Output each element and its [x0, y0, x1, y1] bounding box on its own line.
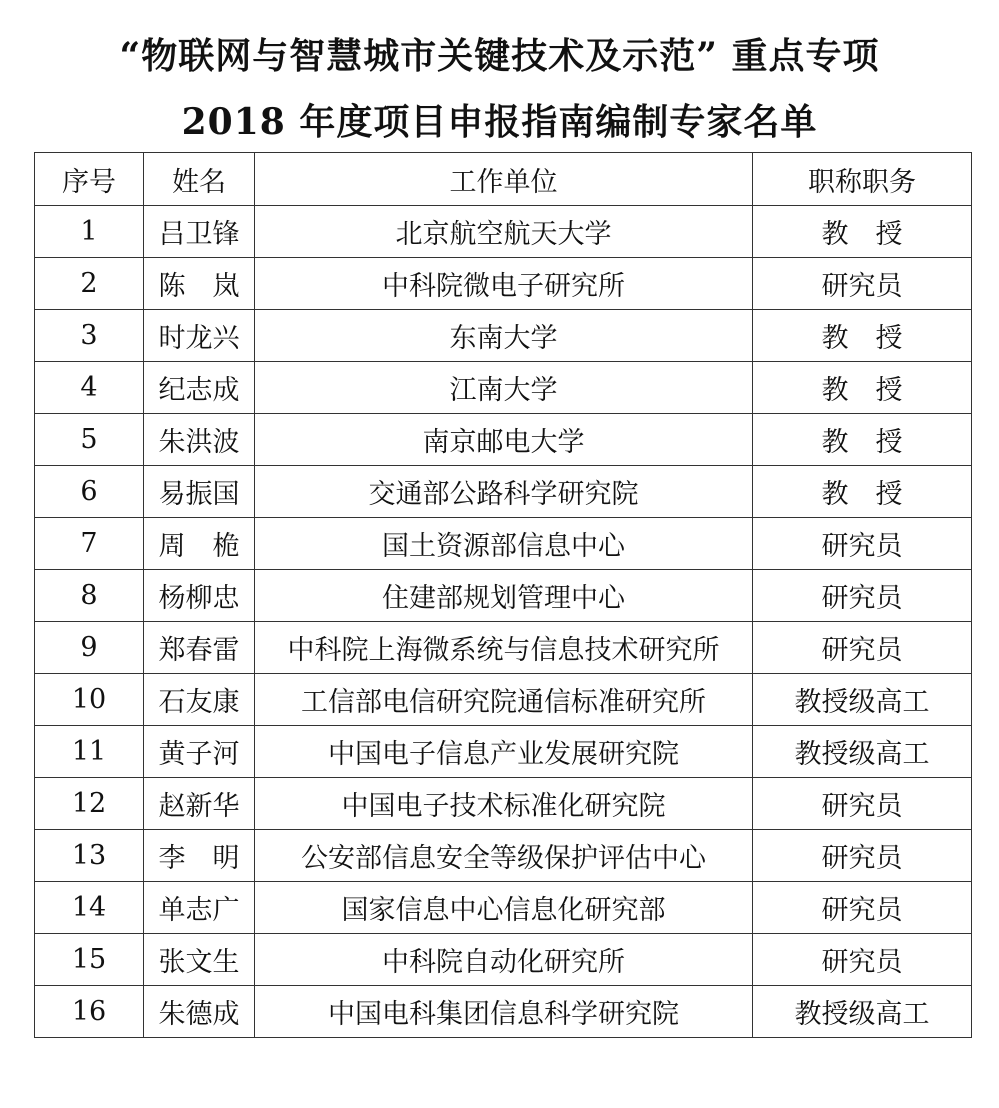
table-row [35, 310, 972, 362]
cell-job-title: 教授级高工 [753, 986, 972, 1038]
cell-work-unit: 中国电子技术标准化研究院 [255, 778, 753, 830]
cell-work-unit: 工信部电信研究院通信标准研究所 [255, 674, 753, 726]
cell-serial-number: 7 [35, 518, 144, 570]
cell-job-title: 研究员 [753, 830, 972, 882]
cell-work-unit: 国家信息中心信息化研究部 [255, 882, 753, 934]
cell-work-unit: 国土资源部信息中心 [255, 518, 753, 570]
cell-name: 纪志成 [144, 362, 255, 414]
cell-name: 赵新华 [144, 778, 255, 830]
cell-name: 陈 岚 [144, 258, 255, 310]
cell-serial-number: 3 [35, 310, 144, 362]
cell-serial-number: 1 [35, 206, 144, 258]
cell-job-title: 研究员 [753, 258, 972, 310]
table-row [35, 986, 972, 1038]
cell-name: 黄子河 [144, 726, 255, 778]
cell-job-title: 研究员 [753, 882, 972, 934]
cell-serial-number: 8 [35, 570, 144, 622]
table-row [35, 206, 972, 258]
cell-job-title: 教 授 [753, 362, 972, 414]
table-row [35, 258, 972, 310]
document-title-line-2: 2018 年度项目申报指南编制专家名单 [181, 101, 818, 143]
cell-work-unit: 江南大学 [255, 362, 753, 414]
cell-name: 吕卫锋 [144, 206, 255, 258]
cell-job-title: 教授级高工 [753, 674, 972, 726]
header-job-title: 职称职务 [753, 153, 972, 206]
table-row [35, 362, 972, 414]
header-name: 姓名 [144, 153, 255, 206]
cell-work-unit: 东南大学 [255, 310, 753, 362]
cell-serial-number: 4 [35, 362, 144, 414]
document-title-line-1: “物联网与智慧城市关键技术及示范” 重点专项 [119, 35, 880, 77]
table-row [35, 830, 972, 882]
table-row [35, 622, 972, 674]
cell-job-title: 教授级高工 [753, 726, 972, 778]
cell-job-title: 教 授 [753, 466, 972, 518]
cell-name: 易振国 [144, 466, 255, 518]
cell-name: 朱洪波 [144, 414, 255, 466]
cell-name: 李 明 [144, 830, 255, 882]
cell-serial-number: 10 [35, 674, 144, 726]
cell-serial-number: 13 [35, 830, 144, 882]
cell-work-unit: 交通部公路科学研究院 [255, 466, 753, 518]
table-header-row [35, 153, 972, 206]
cell-work-unit: 住建部规划管理中心 [255, 570, 753, 622]
cell-name: 杨柳忠 [144, 570, 255, 622]
table-row [35, 466, 972, 518]
header-work-unit: 工作单位 [255, 153, 753, 206]
table-row [35, 674, 972, 726]
cell-job-title: 研究员 [753, 570, 972, 622]
cell-work-unit: 中科院自动化研究所 [255, 934, 753, 986]
cell-serial-number: 2 [35, 258, 144, 310]
table-row [35, 414, 972, 466]
cell-serial-number: 12 [35, 778, 144, 830]
cell-work-unit: 北京航空航天大学 [255, 206, 753, 258]
table-row [35, 934, 972, 986]
cell-name: 单志广 [144, 882, 255, 934]
cell-name: 石友康 [144, 674, 255, 726]
table-row [35, 570, 972, 622]
cell-job-title: 研究员 [753, 778, 972, 830]
header-serial-number: 序号 [35, 153, 144, 206]
cell-job-title: 教 授 [753, 414, 972, 466]
cell-work-unit: 中国电子信息产业发展研究院 [255, 726, 753, 778]
cell-serial-number: 6 [35, 466, 144, 518]
cell-serial-number: 11 [35, 726, 144, 778]
cell-name: 张文生 [144, 934, 255, 986]
cell-work-unit: 中国电科集团信息科学研究院 [255, 986, 753, 1038]
table-row [35, 726, 972, 778]
cell-job-title: 研究员 [753, 622, 972, 674]
cell-serial-number: 14 [35, 882, 144, 934]
cell-work-unit: 中科院上海微系统与信息技术研究所 [255, 622, 753, 674]
cell-name: 周 桅 [144, 518, 255, 570]
table-row [35, 778, 972, 830]
cell-work-unit: 南京邮电大学 [255, 414, 753, 466]
table-row [35, 882, 972, 934]
expert-list-table [34, 152, 972, 1038]
cell-name: 郑春雷 [144, 622, 255, 674]
table-row [35, 518, 972, 570]
cell-work-unit: 公安部信息安全等级保护评估中心 [255, 830, 753, 882]
cell-job-title: 教 授 [753, 206, 972, 258]
cell-serial-number: 5 [35, 414, 144, 466]
cell-name: 朱德成 [144, 986, 255, 1038]
cell-serial-number: 16 [35, 986, 144, 1038]
cell-serial-number: 9 [35, 622, 144, 674]
cell-work-unit: 中科院微电子研究所 [255, 258, 753, 310]
cell-job-title: 研究员 [753, 518, 972, 570]
cell-name: 时龙兴 [144, 310, 255, 362]
cell-serial-number: 15 [35, 934, 144, 986]
cell-job-title: 研究员 [753, 934, 972, 986]
cell-job-title: 教 授 [753, 310, 972, 362]
